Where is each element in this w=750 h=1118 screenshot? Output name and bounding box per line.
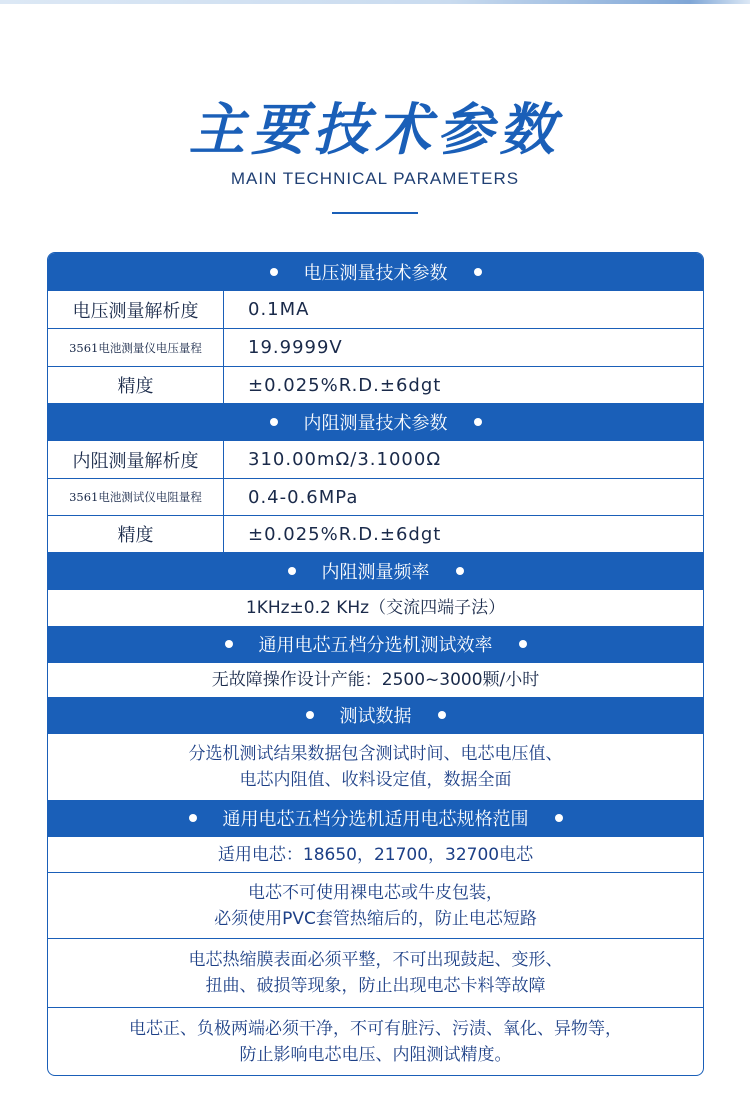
param-label: 电压测量解析度 [48, 291, 224, 328]
table-row [48, 515, 703, 552]
title-divider [332, 212, 418, 214]
spec-note-line: 电芯热缩膜表面必须平整，不可出现鼓起、变形、 [188, 950, 563, 970]
frequency-value: 1KHz±0.2 KHz（交流四端子法） [245, 597, 506, 618]
section-title: 电压测量技术参数 [303, 262, 448, 284]
table-row [48, 290, 703, 328]
table-row [48, 1007, 703, 1075]
param-label: 内阻测量解析度 [48, 441, 224, 478]
section-header-frequency [48, 552, 703, 589]
param-value: 0.1MA [248, 299, 310, 320]
section-title: 通用电芯五档分选机适用电芯规格范围 [222, 809, 529, 830]
table-row [48, 733, 703, 800]
bullet-dot-icon [306, 711, 314, 719]
section-header-efficiency [48, 626, 703, 662]
bullet-dot-icon [474, 268, 482, 276]
page-title: 主要技术参数 [189, 98, 561, 163]
spec-note-line: 防止影响电芯电压、内阻测试精度。 [239, 1044, 512, 1065]
section-header-voltage [48, 253, 703, 290]
table-row [48, 589, 703, 626]
section-title: 内阻测量技术参数 [303, 412, 448, 434]
bullet-dot-icon [555, 814, 563, 822]
table-row [48, 662, 703, 697]
bullet-dot-icon [519, 640, 527, 648]
top-decor-strip [0, 0, 750, 4]
spec-range-value: 适用电芯：18650，21700，32700电芯 [217, 844, 534, 865]
param-value: 0.4-0.6MPa [248, 486, 359, 508]
spec-note-line: 电芯正、负极两端必须干净，不可有脏污、污渍、氧化、异物等， [129, 1018, 622, 1039]
bullet-dot-icon [270, 268, 278, 276]
table-row [48, 440, 703, 478]
section-header-spec-range [48, 800, 703, 836]
section-title: 内阻测量频率 [321, 561, 430, 583]
param-value: ±0.025%R.D.±6dgt [248, 374, 442, 396]
spec-note-line: 必须使用PVC套管热缩后的，防止电芯短路 [214, 908, 537, 929]
section-title: 通用电芯五档分选机测试效率 [258, 635, 493, 656]
bullet-dot-icon [474, 418, 482, 426]
test-data-line: 电芯内阻值、收料设定值，数据全面 [239, 770, 512, 790]
bullet-dot-icon [438, 711, 446, 719]
spec-note-line: 电芯不可使用裸电芯或牛皮包装， [248, 882, 503, 903]
param-label: 3561电池测试仪电阻量程 [48, 479, 224, 515]
param-value: 310.00mΩ/3.1000Ω [248, 449, 442, 470]
table-row [48, 328, 703, 366]
bullet-dot-icon [225, 640, 233, 648]
test-data-line: 分选机测试结果数据包含测试时间、电芯电压值、 [188, 744, 563, 764]
table-row [48, 366, 703, 403]
param-value: 19.9999V [248, 337, 343, 358]
spec-note-line: 扭曲、破损等现象，防止出现电芯卡料等故障 [205, 976, 546, 996]
table-row [48, 938, 703, 1007]
table-row [48, 872, 703, 938]
section-title: 测试数据 [339, 706, 412, 727]
page-subtitle: MAIN TECHNICAL PARAMETERS [230, 169, 520, 188]
param-label: 3561电池测量仪电压量程 [48, 329, 224, 366]
param-label: 精度 [48, 367, 224, 403]
section-header-resistance [48, 403, 703, 440]
table-row [48, 836, 703, 872]
efficiency-value: 无故障操作设计产能：2500~3000颗/小时 [211, 669, 540, 690]
section-header-test-data [48, 697, 703, 733]
bullet-dot-icon [456, 567, 464, 575]
parameters-table [47, 252, 704, 1076]
bullet-dot-icon [270, 418, 278, 426]
bullet-dot-icon [288, 567, 296, 575]
param-label: 精度 [48, 516, 224, 552]
table-row [48, 478, 703, 515]
param-value: ±0.025%R.D.±6dgt [248, 523, 442, 545]
bullet-dot-icon [189, 814, 197, 822]
